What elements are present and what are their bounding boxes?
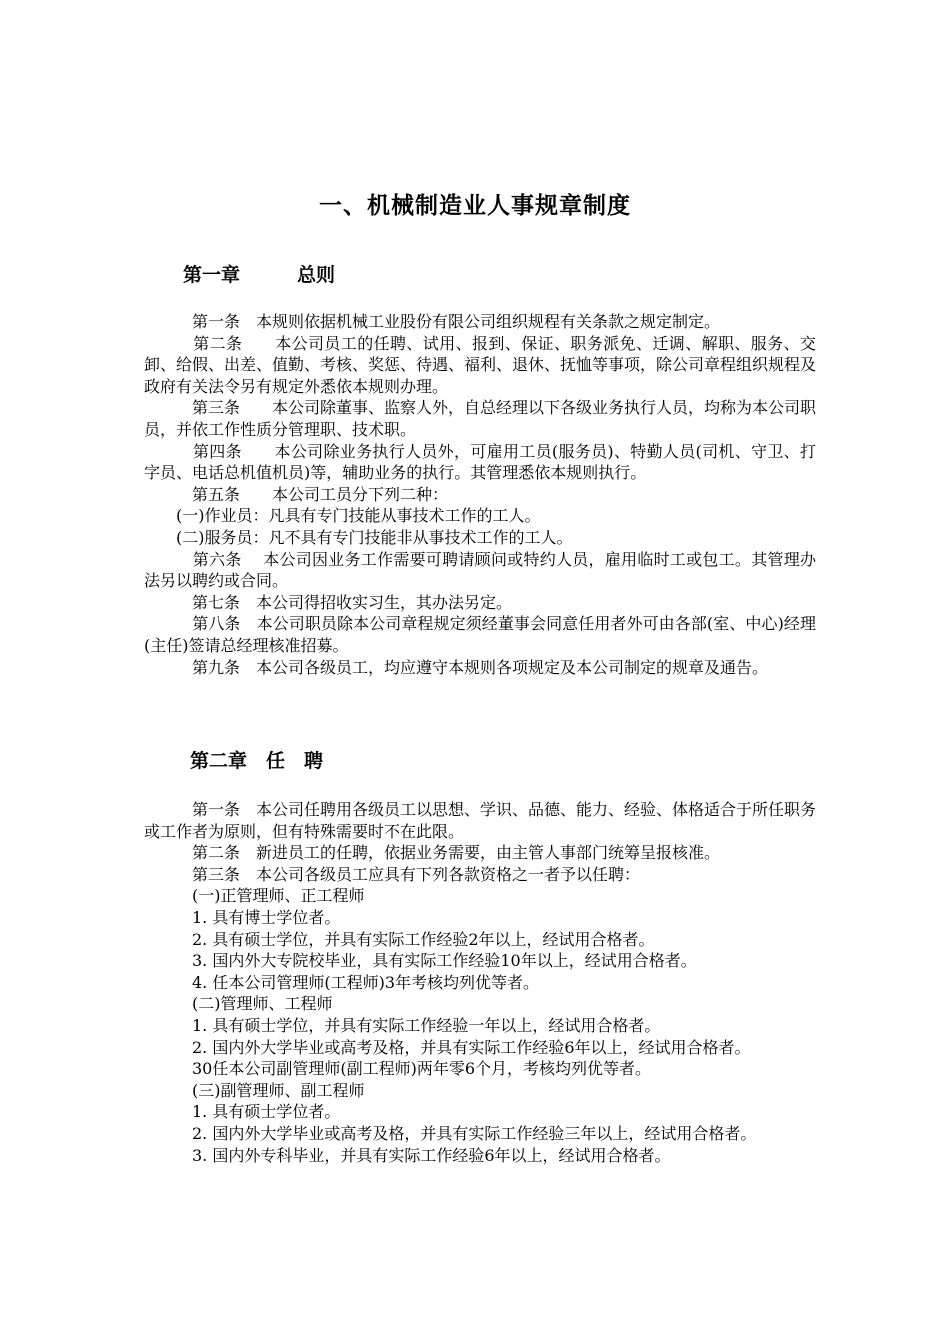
chapter-2-body <box>144 799 816 1166</box>
list-item: 30任本公司副管理师(副工程师)两年零6个月，考核均列优等者。 <box>144 1059 652 1079</box>
article-paragraph: 第三条 本公司除董事、监察人外，自总经理以下各级业务执行人员，均称为本公司职员，并依工作性质分管理职、技术职。 <box>144 398 817 439</box>
article-paragraph: 第五条 本公司工员分下列二种： <box>144 484 449 504</box>
list-item: 1. 具有博士学位者。 <box>144 907 341 927</box>
list-heading: (三)副管理师、副工程师 <box>144 1080 365 1100</box>
article-paragraph: 第二条 本公司员工的任聘、试用、报到、保证、职务派免、迁调、解职、服务、交卸、给假、出差、值勤、考核、奖惩、待遇、福利、退休、抚恤等事项，除公司章程组织规程及政府有关法令另有规定外悉依本规则办理。 <box>144 333 817 396</box>
article-paragraph: 第三条 本公司各级员工应具有下列各款资格之一者予以任聘： <box>144 864 641 884</box>
article-paragraph: 第一条 本规则依据机械工业股份有限公司组织规程有关条款之规定制定。 <box>144 312 721 331</box>
list-item: 3. 国内外大专院校毕业，具有实际工作经验10年以上，经试用合格者。 <box>144 951 697 971</box>
list-heading: (二)管理师、工程师 <box>144 994 333 1014</box>
article-paragraph: 第四条 本公司除业务执行人员外，可雇用工员(服务员)、特勤人员(司机、守卫、打字员、电话总机值机员)等，辅助业务的执行。其管理悉依本规则执行。 <box>144 441 816 483</box>
article-paragraph: 第一条 本公司任聘用各级员工以思想、学识、品德、能力、经验、体格适合于所任职务或工作者为原则，但有特殊需要时不在此限。 <box>144 800 817 841</box>
list-heading: (一)正管理师、正工程师 <box>144 886 365 906</box>
article-paragraph: 第八条 本公司职员除本公司章程规定须经董事会同意任用者外可由各部(室、中心)经理(主任)签请总经理核准招募。 <box>144 614 816 655</box>
list-item: 4. 任本公司管理师(工程师)3年考核均列优等者。 <box>144 972 540 992</box>
list-item: 1. 具有硕士学位，并具有实际工作经验一年以上，经试用合格者。 <box>144 1015 661 1035</box>
list-item: 1. 具有硕士学位者。 <box>144 1102 341 1122</box>
chapter-1-body <box>144 311 816 678</box>
list-item: 2. 具有硕士学位，并具有实际工作经验2年以上，经试用合格者。 <box>144 929 655 949</box>
list-item: 3. 国内外专科毕业，并具有实际工作经验6年以上，经试用合格者。 <box>144 1145 671 1165</box>
list-item: (一)作业员：凡具有专门技能从事技术工作的工人。 <box>144 506 541 526</box>
article-paragraph: 第九条 本公司各级员工，均应遵守本规则各项规定及本公司制定的规章及通告。 <box>144 657 769 677</box>
list-item: 2. 国内外大学毕业或高考及格，并具有实际工作经验6年以上，经试用合格者。 <box>144 1037 751 1057</box>
list-item: (二)服务员：凡不具有专门技能非从事技术工作的工人。 <box>144 527 573 547</box>
chapter-1-heading: 第一章 总则 <box>183 264 336 286</box>
list-item: 2. 国内外大学毕业或高考及格，并具有实际工作经验三年以上，经试用合格者。 <box>144 1123 757 1143</box>
document-title: 一、机械制造业人事规章制度 <box>319 193 631 219</box>
article-paragraph: 第七条 本公司得招收实习生，其办法另定。 <box>144 592 513 612</box>
article-paragraph: 第六条 本公司因业务工作需要可聘请顾问或特约人员，雇用临时工或包工。其管理办法另以聘约或合同。 <box>144 549 816 591</box>
article-paragraph: 第二条 新进员工的任聘，依据业务需要，由主管人事部门统筹呈报核准。 <box>144 843 721 863</box>
chapter-2-heading: 第二章 任 聘 <box>190 750 324 772</box>
